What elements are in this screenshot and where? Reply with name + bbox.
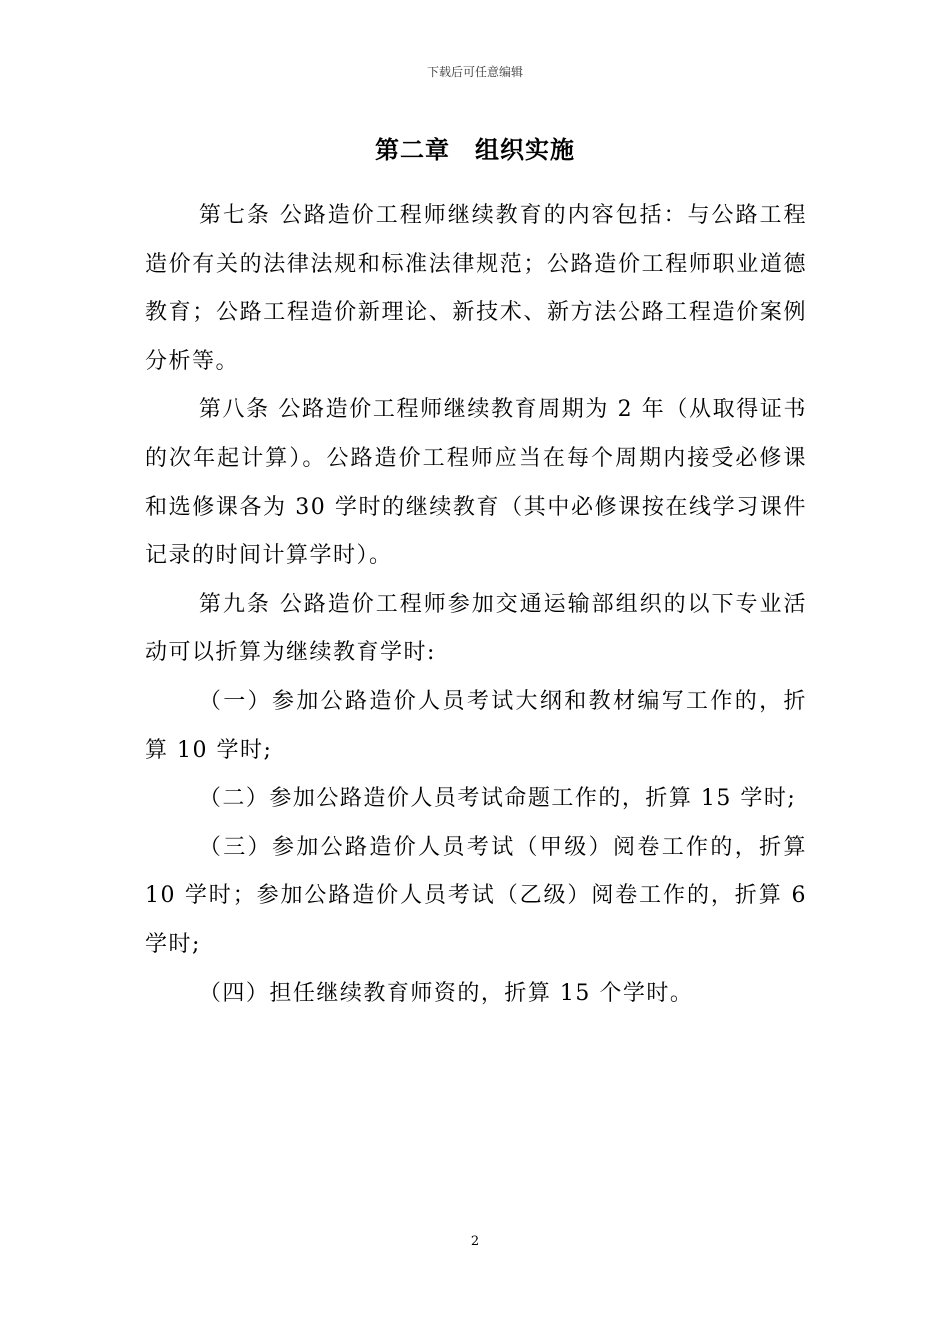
article-9-item-1: （一）参加公路造价人员考试大纲和教材编写工作的，折算 10 学时; bbox=[145, 688, 807, 763]
article-8-paragraph: 第八条 公路造价工程师继续教育周期为 2 年（从取得证书的次年起计算）。公路造价工程师应当在每个周期内接受必修课和选修课各为 30 学时的继续教育（其中必修课按在线学习课件记录的时间计算学时）。 bbox=[145, 397, 807, 569]
page-number: 2 bbox=[470, 1234, 480, 1249]
article-7-paragraph: 第七条 公路造价工程师继续教育的内容包括：与公路工程造价有关的法律法规和标准法律规范；公路造价工程师职业道德教育；公路工程造价新理论、新技术、新方法公路工程造价案例分析等。 bbox=[145, 203, 807, 374]
chapter-title: 第二章 组织实施 bbox=[375, 135, 575, 164]
article-9-item-3: （三）参加公路造价人员考试（甲级）阅卷工作的，折算 10 学时；参加公路造价人员考试（乙级）阅卷工作的，折算 6 学时; bbox=[145, 834, 807, 957]
page-header-note: 下载后可任意编辑 bbox=[426, 65, 523, 79]
article-9-item-2: （二）参加公路造价人员考试命题工作的，折算 15 学时; bbox=[198, 786, 797, 812]
article-9-paragraph: 第九条 公路造价工程师参加交通运输部组织的以下专业活动可以折算为继续教育学时: bbox=[145, 591, 807, 666]
document-body bbox=[145, 192, 807, 1018]
article-9-item-4: （四）担任继续教育师资的，折算 15 个学时。 bbox=[198, 980, 694, 1006]
